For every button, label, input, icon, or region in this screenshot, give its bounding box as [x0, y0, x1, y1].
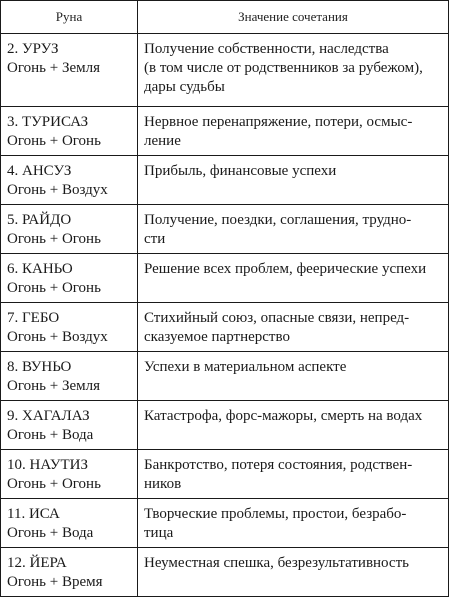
column-header-meaning: Значение сочетания: [138, 1, 449, 34]
rune-name: 10. НАУТИЗ: [7, 457, 88, 473]
meaning-line: ление: [144, 133, 181, 149]
meaning-line: Банкротство, потеря состояния, родствен-: [144, 457, 413, 473]
rune-name: 6. КАНЬО: [7, 261, 73, 277]
meaning-cell: [138, 107, 449, 156]
table-row: [1, 352, 449, 401]
table-row: [1, 34, 449, 107]
rune-name: 2. УРУЗ: [7, 41, 59, 57]
rune-elements: Огонь + Земля: [7, 60, 100, 76]
rune-cell: [1, 548, 138, 597]
rune-cell: [1, 352, 138, 401]
meaning-line: Прибыль, финансовые успехи: [144, 163, 337, 179]
meaning-line: Стихийный союз, опасные связи, непред-: [144, 310, 410, 326]
rune-name: 3. ТУРИСАЗ: [7, 114, 89, 130]
meaning-cell: [138, 548, 449, 597]
table-row: [1, 205, 449, 254]
rune-cell: [1, 303, 138, 352]
rune-cell: [1, 499, 138, 548]
rune-cell: [1, 107, 138, 156]
meaning-cell: [138, 303, 449, 352]
table-row: [1, 107, 449, 156]
table-row: [1, 401, 449, 450]
meaning-line: Неуместная спешка, безрезультативность: [144, 555, 409, 571]
meaning-line: (в том числе от родственников за рубежом),: [144, 60, 423, 76]
meaning-line: дары судьбы: [144, 79, 225, 95]
rune-name: 5. РАЙДО: [7, 212, 72, 228]
rune-cell: [1, 254, 138, 303]
meaning-line: Успехи в материальном аспекте: [144, 359, 347, 375]
table-row: [1, 548, 449, 597]
rune-name: 4. АНСУЗ: [7, 163, 72, 179]
meaning-line: Творческие проблемы, простои, безрабо-: [144, 506, 407, 522]
rune-name: 12. ЙЕРА: [7, 555, 67, 571]
rune-elements: Огонь + Воздух: [7, 329, 108, 345]
rune-cell: [1, 401, 138, 450]
meaning-line: Получение, поездки, соглашения, трудно-: [144, 212, 412, 228]
table-row: [1, 499, 449, 548]
rune-elements: Огонь + Огонь: [7, 280, 101, 296]
meaning-line: Катастрофа, форс-мажоры, смерть на водах: [144, 408, 423, 424]
meaning-cell: [138, 499, 449, 548]
meaning-line: Решение всех проблем, феерические успехи: [144, 261, 427, 277]
meaning-cell: [138, 156, 449, 205]
meaning-cell: [138, 401, 449, 450]
rune-elements: Огонь + Время: [7, 574, 103, 590]
table-row: [1, 303, 449, 352]
rune-elements: Огонь + Огонь: [7, 231, 101, 247]
rune-elements: Огонь + Воздух: [7, 182, 108, 198]
meaning-cell: [138, 450, 449, 499]
rune-elements: Огонь + Вода: [7, 427, 94, 443]
rune-name: 9. ХАГАЛАЗ: [7, 408, 90, 424]
table-row: [1, 254, 449, 303]
rune-cell: [1, 34, 138, 107]
rune-elements: Огонь + Огонь: [7, 476, 101, 492]
table-row: [1, 156, 449, 205]
rune-elements: Огонь + Вода: [7, 525, 94, 541]
rune-cell: [1, 205, 138, 254]
rune-elements: Огонь + Огонь: [7, 133, 101, 149]
meaning-line: Нервное перенапряжение, потери, осмыс-: [144, 114, 413, 130]
meaning-line: сказуемое партнерство: [144, 329, 290, 345]
meaning-cell: [138, 254, 449, 303]
meaning-cell: [138, 34, 449, 107]
table-header-row: [1, 1, 449, 34]
meaning-line: тица: [144, 525, 174, 541]
meaning-cell: [138, 352, 449, 401]
meaning-cell: [138, 205, 449, 254]
rune-name: 8. ВУНЬО: [7, 359, 72, 375]
rune-cell: [1, 450, 138, 499]
table-body: [1, 34, 449, 597]
rune-name: 11. ИСА: [7, 506, 60, 522]
meaning-line: ников: [144, 476, 182, 492]
rune-name: 7. ГЕБО: [7, 310, 60, 326]
rune-cell: [1, 156, 138, 205]
column-header-rune: Руна: [1, 1, 138, 34]
meaning-line: сти: [144, 231, 166, 247]
rune-elements: Огонь + Земля: [7, 378, 100, 394]
table-row: [1, 450, 449, 499]
meaning-line: Получение собственности, наследства: [144, 41, 389, 57]
